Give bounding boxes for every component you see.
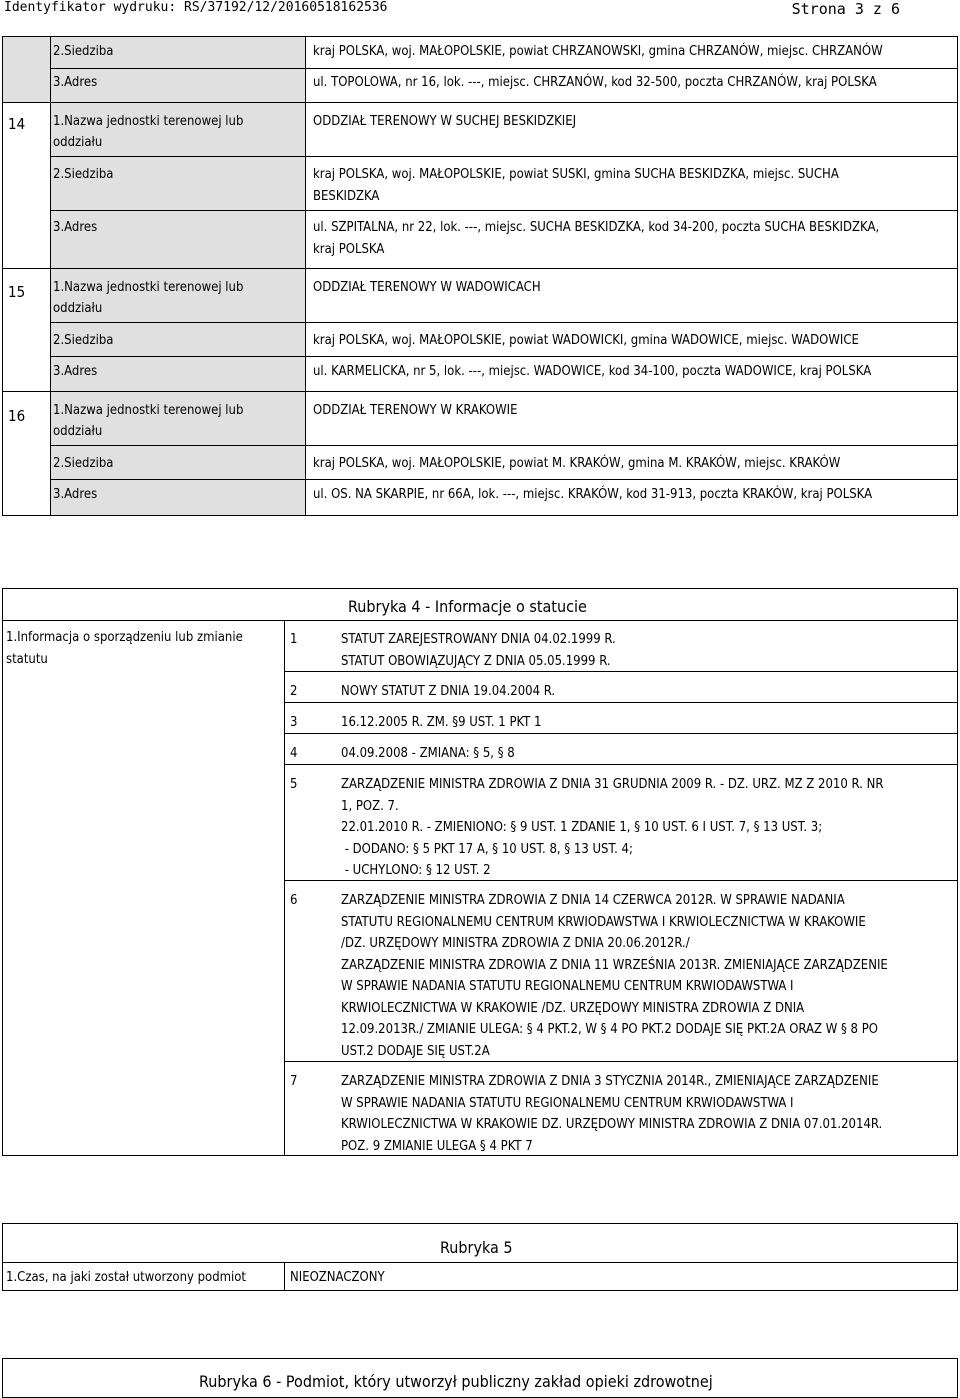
siedziba-value: kraj POLSKA, woj. MAŁOPOLSKIE, powiat WADOWICKI, gmina WADOWICE, miejsc. WADOWICE <box>313 333 859 348</box>
entry-line: 22.01.2010 R. - ZMIENIONO: § 9 UST. 1 ZDANIE 1, § 10 UST. 6 I UST. 7, § 13 UST. 3; <box>341 820 823 835</box>
nazwa-value: ODDZIAŁ TERENOWY W WADOWICACH <box>313 280 541 295</box>
entry-line: UST.2 DODAJE SIĘ UST.2A <box>341 1043 490 1059</box>
entry-line: POZ. 9 ZMIANIE ULEGA § 4 PKT 7 <box>341 1138 533 1154</box>
entry-line: ZARZĄDZENIE MINISTRA ZDROWIA Z DNIA 3 STYCZNIA 2014R., ZMIENIAJĄCE ZARZĄDZENIE <box>341 1074 879 1089</box>
adres-value-cont: kraj POLSKA <box>313 242 385 257</box>
entry-number: 7 <box>290 1074 298 1089</box>
adres-label: 3.Adres <box>53 75 98 90</box>
entry-number: 1 <box>290 632 298 647</box>
nazwa-value: ODDZIAŁ TERENOWY W SUCHEJ BESKIDZKIEJ <box>313 114 577 129</box>
entry-line: 1, POZ. 7. <box>341 798 399 814</box>
adres-label: 3.Adres <box>53 220 98 235</box>
number-column-bg-top <box>3 37 50 102</box>
entry-line: ZARZĄDZENIE MINISTRA ZDROWIA Z DNIA 11 WRZEŚNIA 2013R. ZMIENIAJĄCE ZARZĄDZENIE <box>341 957 888 973</box>
entry-number: 6 <box>290 893 298 908</box>
entry-line: 12.09.2013R./ ZMIANIE ULEGA: § 4 PKT.2, W § 4 PO PKT.2 DODAJE SIĘ PKT.2A ORAZ W § 8 PO <box>341 1022 878 1037</box>
nazwa-label: 1.Nazwa jednostki terenowej lub <box>53 280 244 295</box>
page-number: Strona 3 z 6 <box>791 0 900 18</box>
entry-line: NOWY STATUT Z DNIA 19.04.2004 R. <box>341 684 556 699</box>
entry-line: W SPRAWIE NADANIA STATUTU REGIONALNEMU CENTRUM KRWIODAWSTWA I <box>341 1095 794 1111</box>
siedziba-label: 2.Siedziba <box>53 167 114 182</box>
entry-number: 2 <box>290 684 298 699</box>
czas-value: NIEOZNACZONY <box>290 1270 385 1285</box>
nazwa-label-cont: oddziału <box>53 301 103 316</box>
adres-value: ul. KARMELICKA, nr 5, lok. ---, miejsc. WADOWICE, kod 34-100, poczta WADOWICE, kraj POLSKA <box>313 364 872 379</box>
entry-line: STATUT OBOWIĄZUJĄCY Z DNIA 05.05.1999 R. <box>341 653 611 669</box>
entry-number: 4 <box>290 746 298 761</box>
print-identifier: Identyfikator wydruku: RS/37192/12/20160518162536 <box>4 0 388 15</box>
entry-line: - UCHYLONO: § 12 UST. 2 <box>341 863 491 878</box>
nazwa-label: 1.Nazwa jednostki terenowej lub <box>53 114 244 129</box>
entry-line: KRWIOLECZNICTWA W KRAKOWIE /DZ. URZĘDOWY MINISTRA ZDROWIA Z DNIA <box>341 1000 805 1016</box>
unit-number: 16 <box>8 407 26 425</box>
rubryka-4-title: Rubryka 4 - Informacje o statucie <box>348 597 587 616</box>
czas-label: 1.Czas, na jaki został utworzony podmiot <box>6 1270 247 1285</box>
label-column-bg <box>50 37 305 515</box>
adres-value: ul. SZPITALNA, nr 22, lok. ---, miejsc. SUCHA BESKIDZKA, kod 34-200, poczta SUCHA BESKIDZKA, <box>313 220 880 235</box>
entry-line: STATUTU REGIONALNEMU CENTRUM KRWIODAWSTWA I KRWIOLECZNICTWA W KRAKOWIE <box>341 914 866 930</box>
siedziba-value-cont: BESKIDZKA <box>313 189 380 204</box>
adres-label: 3.Adres <box>53 364 98 379</box>
entry-line: - DODANO: § 5 PKT 17 A, § 10 UST. 8, § 13 UST. 4; <box>341 841 633 857</box>
rubryka-5-title: Rubryka 5 <box>440 1238 513 1257</box>
entry-line: W SPRAWIE NADANIA STATUTU REGIONALNEMU CENTRUM KRWIODAWSTWA I <box>341 979 794 994</box>
unit-number: 15 <box>8 283 26 301</box>
nazwa-label-cont: oddziału <box>53 424 103 439</box>
nazwa-label-cont: oddziału <box>53 135 103 150</box>
nazwa-label: 1.Nazwa jednostki terenowej lub <box>53 403 244 418</box>
siedziba-label: 2.Siedziba <box>53 456 114 471</box>
siedziba-value: kraj POLSKA, woj. MAŁOPOLSKIE, powiat SUSKI, gmina SUCHA BESKIDZKA, miejsc. SUCHA <box>313 167 839 182</box>
siedziba-label: 2.Siedziba <box>53 333 114 348</box>
adres-value: ul. OS. NA SKARPIE, nr 66A, lok. ---, miejsc. KRAKÓW, kod 31-913, poczta KRAKÓW, kraj POLSKA <box>313 487 873 502</box>
siedziba-value: kraj POLSKA, woj. MAŁOPOLSKIE, powiat CHRZANOWSKI, gmina CHRZANÓW, miejsc. CHRZANÓW <box>313 44 883 59</box>
entry-line: ZARZĄDZENIE MINISTRA ZDROWIA Z DNIA 14 CZERWCA 2012R. W SPRAWIE NADANIA <box>341 893 845 908</box>
entry-line: KRWIOLECZNICTWA W KRAKOWIE DZ. URZĘDOWY MINISTRA ZDROWIA Z DNIA 07.01.2014R. <box>341 1117 883 1132</box>
entry-line: /DZ. URZĘDOWY MINISTRA ZDROWIA Z DNIA 20.06.2012R./ <box>341 936 690 951</box>
adres-label: 3.Adres <box>53 487 98 502</box>
rubryka-6-title: Rubryka 6 - Podmiot, który utworzył publiczny zakład opieki zdrowotnej <box>199 1372 713 1391</box>
statut-label-cont: statutu <box>6 652 48 667</box>
entry-line: STATUT ZAREJESTROWANY DNIA 04.02.1999 R. <box>341 632 616 647</box>
siedziba-label: 2.Siedziba <box>53 44 114 59</box>
entry-number: 5 <box>290 777 298 792</box>
entry-line: 16.12.2005 R. ZM. §9 UST. 1 PKT 1 <box>341 715 542 730</box>
entry-line: 04.09.2008 - ZMIANA: § 5, § 8 <box>341 746 515 761</box>
nazwa-value: ODDZIAŁ TERENOWY W KRAKOWIE <box>313 403 518 418</box>
entry-number: 3 <box>290 715 298 730</box>
entry-line: ZARZĄDZENIE MINISTRA ZDROWIA Z DNIA 31 GRUDNIA 2009 R. - DZ. URZ. MZ Z 2010 R. NR <box>341 777 884 792</box>
statut-label: 1.Informacja o sporządzeniu lub zmianie <box>6 630 243 645</box>
unit-number: 14 <box>8 115 26 133</box>
siedziba-value: kraj POLSKA, woj. MAŁOPOLSKIE, powiat M. KRAKÓW, gmina M. KRAKÓW, miejsc. KRAKÓW <box>313 456 841 471</box>
adres-value: ul. TOPOLOWA, nr 16, lok. ---, miejsc. CHRZANÓW, kod 32-500, poczta CHRZANÓW, kraj POLSKA <box>313 75 877 90</box>
